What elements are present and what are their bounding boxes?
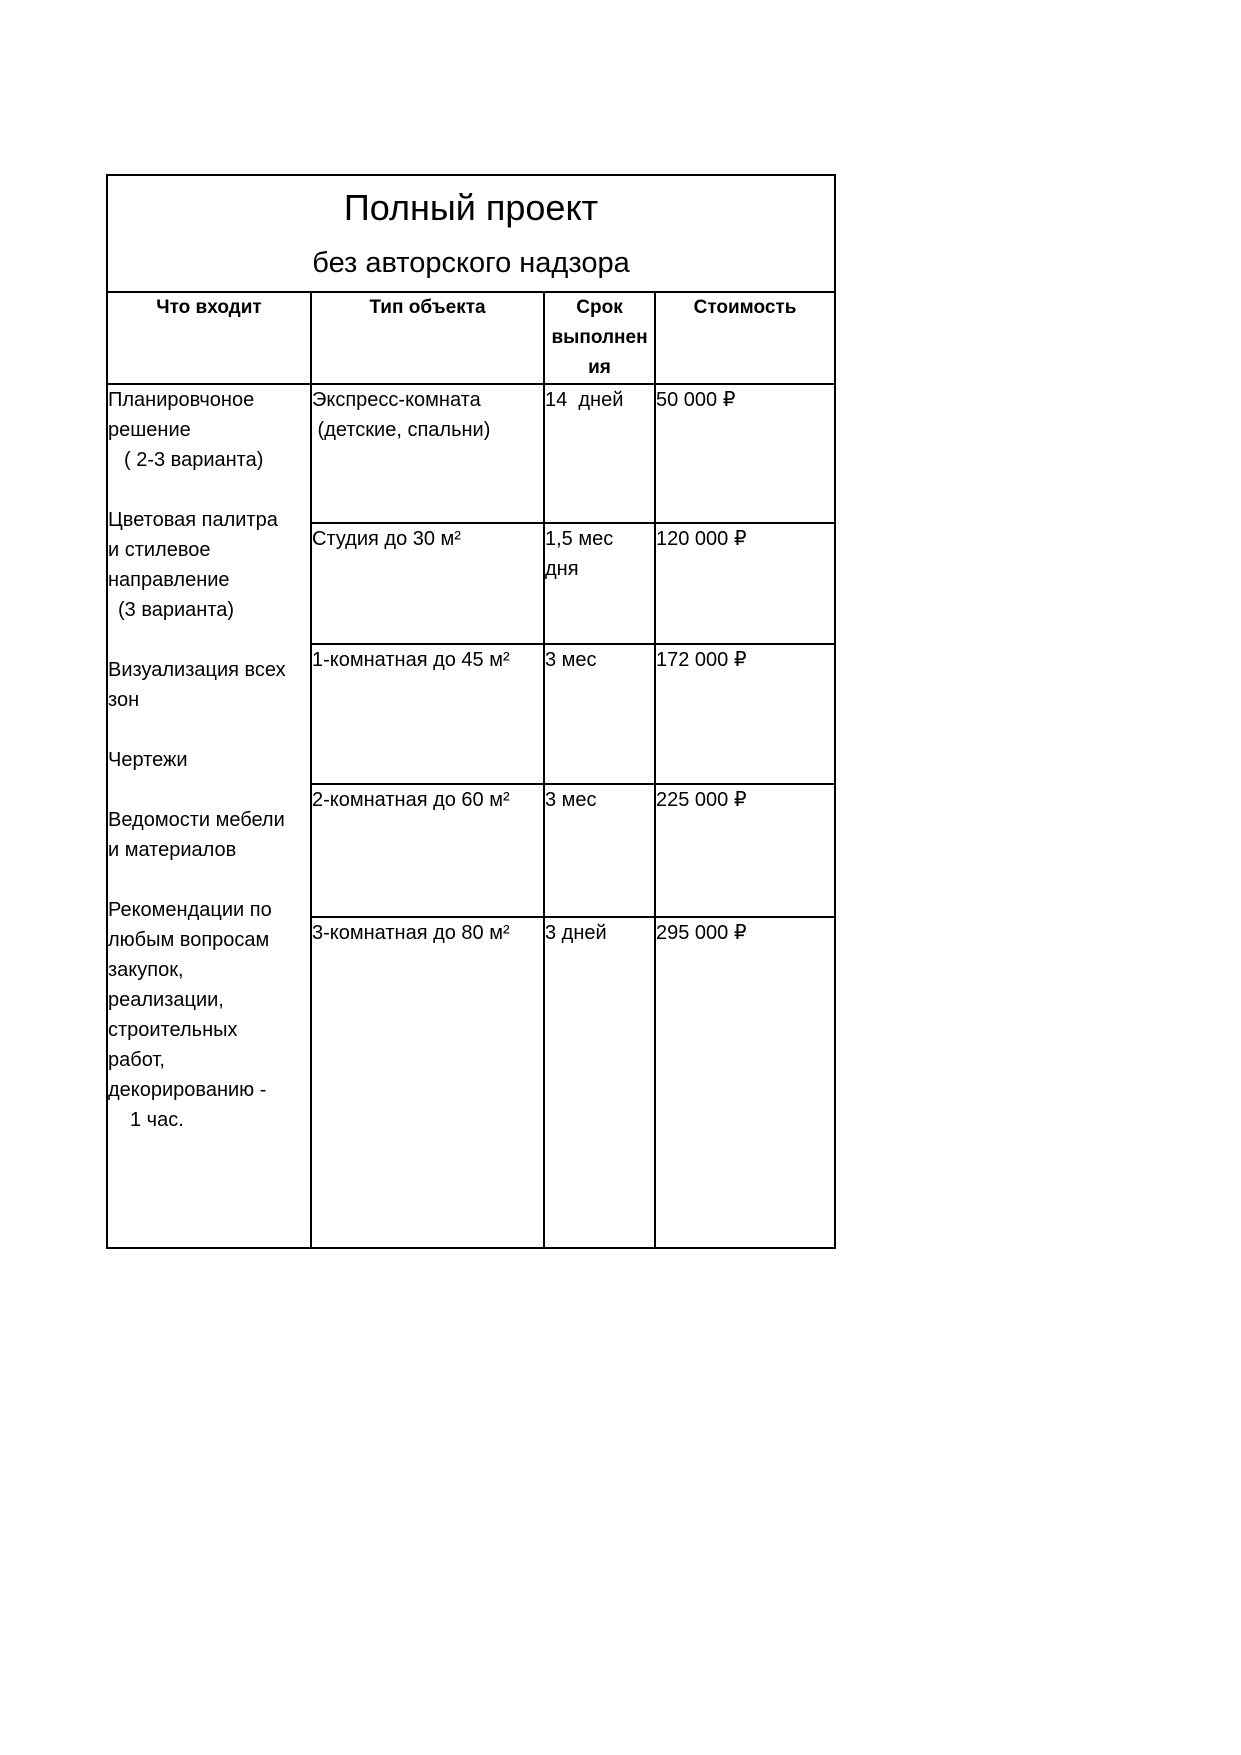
object-type-cell: 2-комнатная до 60 м² — [311, 784, 544, 917]
includes-line: зон — [108, 689, 140, 711]
header-price: Стоимость — [655, 293, 834, 384]
includes-line: Рекомендации по — [108, 899, 272, 921]
page-subtitle: без авторского надзора — [312, 247, 630, 279]
object-type-line: (детские, спальни) — [312, 419, 491, 441]
includes-line: направление — [108, 569, 230, 591]
includes-line: 1 час. — [130, 1109, 184, 1131]
term-cell: 3 дней — [544, 917, 655, 1247]
object-type-cell: 1-комнатная до 45 м² — [311, 644, 544, 784]
includes-line: реализации, — [108, 989, 224, 1011]
term-cell — [544, 523, 655, 644]
includes-line: любым вопросам — [108, 929, 270, 951]
includes-line: строительных — [108, 1019, 238, 1041]
includes-line: Цветовая палитра — [108, 509, 278, 531]
includes-line: решение — [108, 419, 191, 441]
price-cell: 295 000 ₽ — [656, 922, 747, 944]
term-cell: 14 дней — [544, 384, 655, 523]
includes-cell — [108, 384, 311, 1247]
header-term-line: ия — [588, 357, 611, 378]
term-line: дня — [545, 558, 579, 580]
includes-line: Визуализация всех — [108, 659, 286, 681]
term-cell: 3 мес — [544, 784, 655, 917]
price-cell: 225 000 ₽ — [655, 784, 834, 917]
includes-line: (3 варианта) — [118, 599, 235, 621]
price-sheet — [106, 174, 836, 1249]
object-type-cell — [311, 384, 544, 523]
header-row — [108, 293, 834, 384]
price-table — [108, 293, 834, 1247]
price-cell: 50 000 ₽ — [655, 384, 834, 523]
object-type-cell: 3-комнатная до 80 м² — [311, 917, 544, 1247]
includes-line: работ, — [108, 1049, 165, 1071]
object-type-line: Экспресс-комната — [312, 389, 481, 411]
term-line: 1,5 мес — [545, 528, 614, 550]
price-cell: 120 000 ₽ — [655, 523, 834, 644]
includes-line: и стилевое — [108, 539, 211, 561]
header-term-line: Срок — [576, 297, 623, 318]
includes-line: Ведомости мебели — [108, 809, 285, 831]
header-term — [544, 293, 655, 384]
table-row — [108, 384, 834, 523]
object-type-cell: Студия до 30 м² — [311, 523, 544, 644]
includes-line: и материалов — [108, 839, 237, 861]
includes-line: закупок, — [108, 959, 184, 981]
header-includes: Что входит — [108, 293, 311, 384]
title-block — [108, 176, 834, 293]
term-cell: 3 мес — [544, 644, 655, 784]
price-cell: 172 000 ₽ — [655, 644, 834, 784]
page-title: Полный проект — [343, 187, 599, 228]
includes-line: Чертежи — [108, 749, 188, 771]
includes-line: Планировчоное — [108, 389, 255, 411]
includes-line: декорированию - — [108, 1079, 267, 1101]
header-term-line: выполнен — [551, 327, 648, 348]
includes-line: ( 2-3 варианта) — [124, 449, 264, 471]
header-object-type: Тип объекта — [311, 293, 544, 384]
